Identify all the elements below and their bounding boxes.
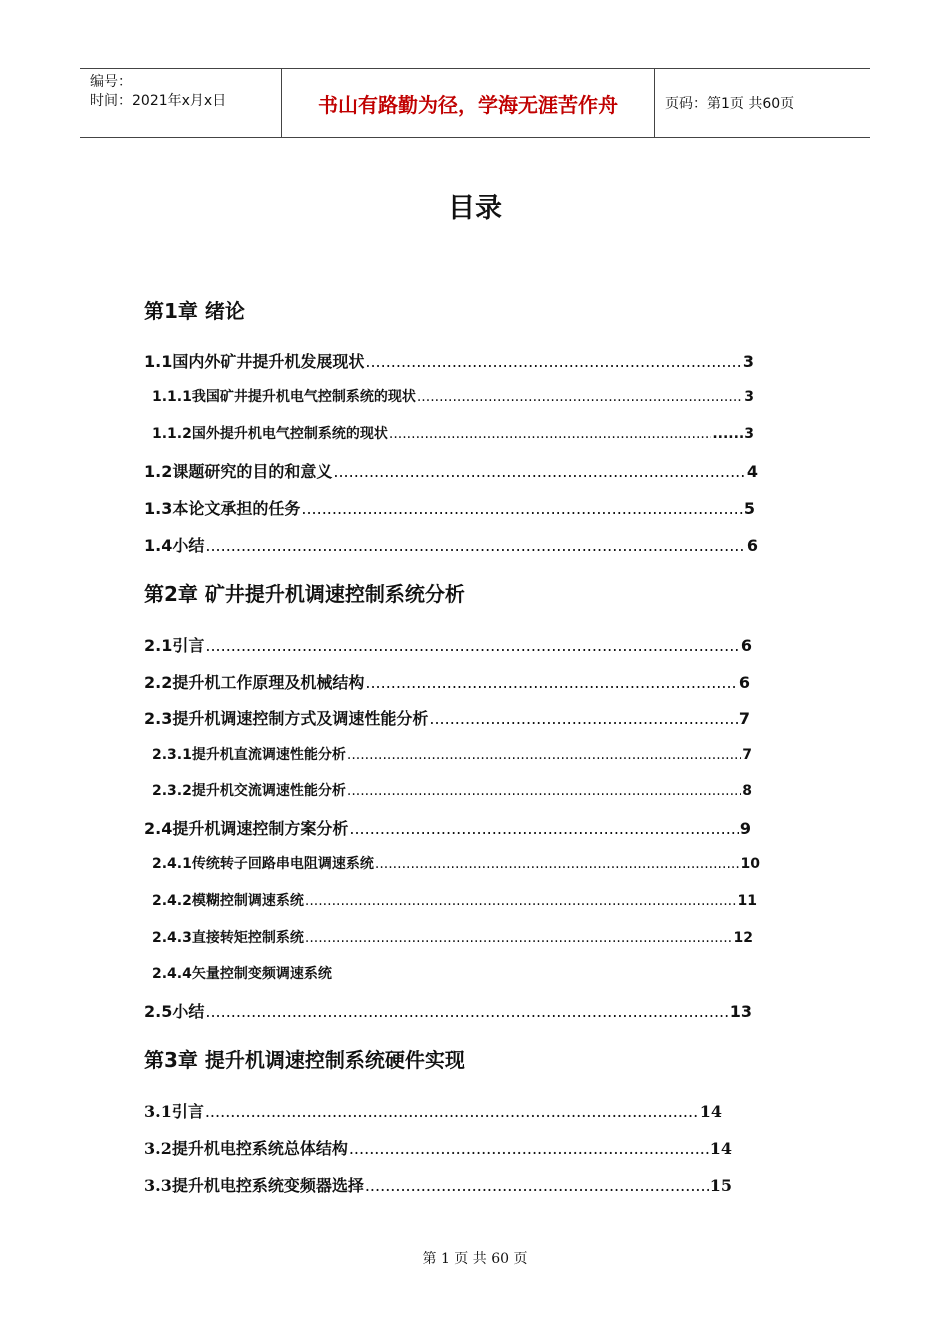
toc-entry[interactable]	[144, 349, 754, 372]
toc-entry[interactable]	[144, 816, 751, 839]
toc-entry[interactable]	[152, 963, 332, 983]
leader-dots	[429, 709, 738, 728]
toc-entry[interactable]	[144, 1099, 722, 1122]
toc-entry[interactable]	[144, 459, 758, 482]
toc-entry-label: 1.1.2国外提升机电气控制系统的现状	[152, 426, 388, 442]
page-header	[80, 68, 870, 138]
toc-entry-label: 1.1.1我国矿井提升机电气控制系统的现状	[152, 389, 416, 405]
leader-dots	[333, 462, 746, 481]
toc-entry[interactable]	[152, 780, 752, 800]
toc-entry-page: 6	[738, 673, 750, 692]
toc-entry[interactable]	[144, 496, 755, 519]
toc-entry-page: 4	[746, 462, 758, 481]
leader-dots	[365, 673, 738, 692]
toc-entry[interactable]	[144, 1173, 732, 1196]
toc-entry-page: 11	[737, 893, 757, 909]
toc-entry-page: 6	[740, 636, 752, 655]
toc-entry-label: 2.3.1提升机直流调速性能分析	[152, 747, 346, 763]
toc-entry-label: 2.2提升机工作原理及机械结构	[144, 673, 365, 692]
toc-entry-page: 9	[739, 819, 751, 838]
toc-entry-page: ......3	[712, 426, 754, 442]
toc-entry-page: 3	[742, 352, 754, 371]
toc-entry-page: 7	[742, 747, 752, 763]
toc-entry-label: 3.2提升机电控系统总体结构	[144, 1139, 348, 1158]
toc-entry-label: 1.1国内外矿井提升机发展现状	[144, 352, 365, 371]
page-footer: 第 1 页 共 60 页	[422, 1251, 528, 1267]
toc-entry[interactable]	[152, 386, 754, 406]
toc-entry-label: 3.1引言	[144, 1102, 204, 1121]
toc-entry[interactable]	[152, 890, 757, 910]
header-motto: 书山有路勤为径，学海无涯苦作舟	[282, 69, 655, 137]
toc-entry-page: 14	[709, 1139, 732, 1158]
leader-dots	[301, 499, 743, 518]
leader-dots	[375, 856, 740, 872]
toc-entry-label: 1.2课题研究的目的和意义	[144, 462, 333, 481]
leader-dots	[347, 783, 741, 799]
leader-dots	[347, 747, 741, 763]
toc-entry-label: 2.1引言	[144, 636, 205, 655]
time-label: 时间：2021年x月x日	[90, 93, 227, 109]
toc-entry-page: 5	[743, 499, 755, 518]
chapter-heading: 第3章 提升机调速控制系统硬件实现	[144, 1048, 465, 1072]
toc-entry-page: 3	[744, 389, 754, 405]
leader-dots	[305, 893, 737, 909]
toc-entry-page: 10	[740, 856, 760, 872]
toc-entry[interactable]	[144, 633, 752, 656]
toc-entry-label: 2.4.2模糊控制调速系统	[152, 893, 304, 909]
toc-entry-label: 2.4.1传统转子回路串电阻调速系统	[152, 856, 374, 872]
toc-entry[interactable]	[144, 1136, 732, 1159]
toc-entry-label: 1.4小结	[144, 536, 205, 555]
toc-entry[interactable]	[152, 853, 760, 873]
toc-entry-page: 15	[709, 1176, 732, 1195]
toc-entry-label: 2.3.2提升机交流调速性能分析	[152, 783, 346, 799]
leader-dots	[349, 819, 739, 838]
toc-entry-label: 2.5小结	[144, 1002, 205, 1021]
leader-dots	[205, 1002, 728, 1021]
leader-dots	[417, 389, 743, 405]
leader-dots	[365, 352, 742, 371]
number-label: 编号：	[90, 74, 132, 90]
toc-entry[interactable]	[144, 670, 750, 693]
toc-entry-label: 1.3本论文承担的任务	[144, 499, 301, 518]
toc-entry-page: 7	[738, 709, 750, 728]
toc-entry-label: 3.3提升机电控系统变频器选择	[144, 1176, 364, 1195]
leader-dots	[205, 536, 746, 555]
chapter-heading: 第1章 绪论	[144, 299, 245, 323]
toc-entry[interactable]	[144, 706, 750, 729]
leader-dots	[205, 636, 740, 655]
toc-entry[interactable]	[144, 533, 758, 556]
toc-entry-page: 8	[742, 783, 752, 799]
toc-entry[interactable]	[144, 999, 752, 1022]
page-title: 目录	[448, 193, 502, 224]
header-page-info: 页码：第1页 共60页	[665, 96, 795, 112]
leader-dots	[205, 1102, 699, 1121]
leader-dots	[389, 426, 711, 442]
toc-entry[interactable]	[152, 423, 754, 443]
chapter-heading: 第2章 矿井提升机调速控制系统分析	[144, 582, 465, 606]
header-meta	[80, 69, 282, 137]
leader-dots	[305, 930, 733, 946]
toc-entry-page: 13	[729, 1002, 752, 1021]
toc-entry-label: 2.4.4矢量控制变频调速系统	[152, 966, 332, 982]
toc-entry[interactable]	[152, 744, 752, 764]
toc-entry-page: 6	[746, 536, 758, 555]
leader-dots	[349, 1139, 709, 1158]
toc-entry-page: 12	[733, 930, 753, 946]
toc-entry-label: 2.3提升机调速控制方式及调速性能分析	[144, 709, 429, 728]
toc-entry-label: 2.4提升机调速控制方案分析	[144, 819, 349, 838]
toc-entry-page: 14	[699, 1102, 722, 1121]
leader-dots	[365, 1176, 709, 1195]
toc-entry[interactable]	[152, 927, 753, 947]
toc-entry-label: 2.4.3直接转矩控制系统	[152, 930, 304, 946]
